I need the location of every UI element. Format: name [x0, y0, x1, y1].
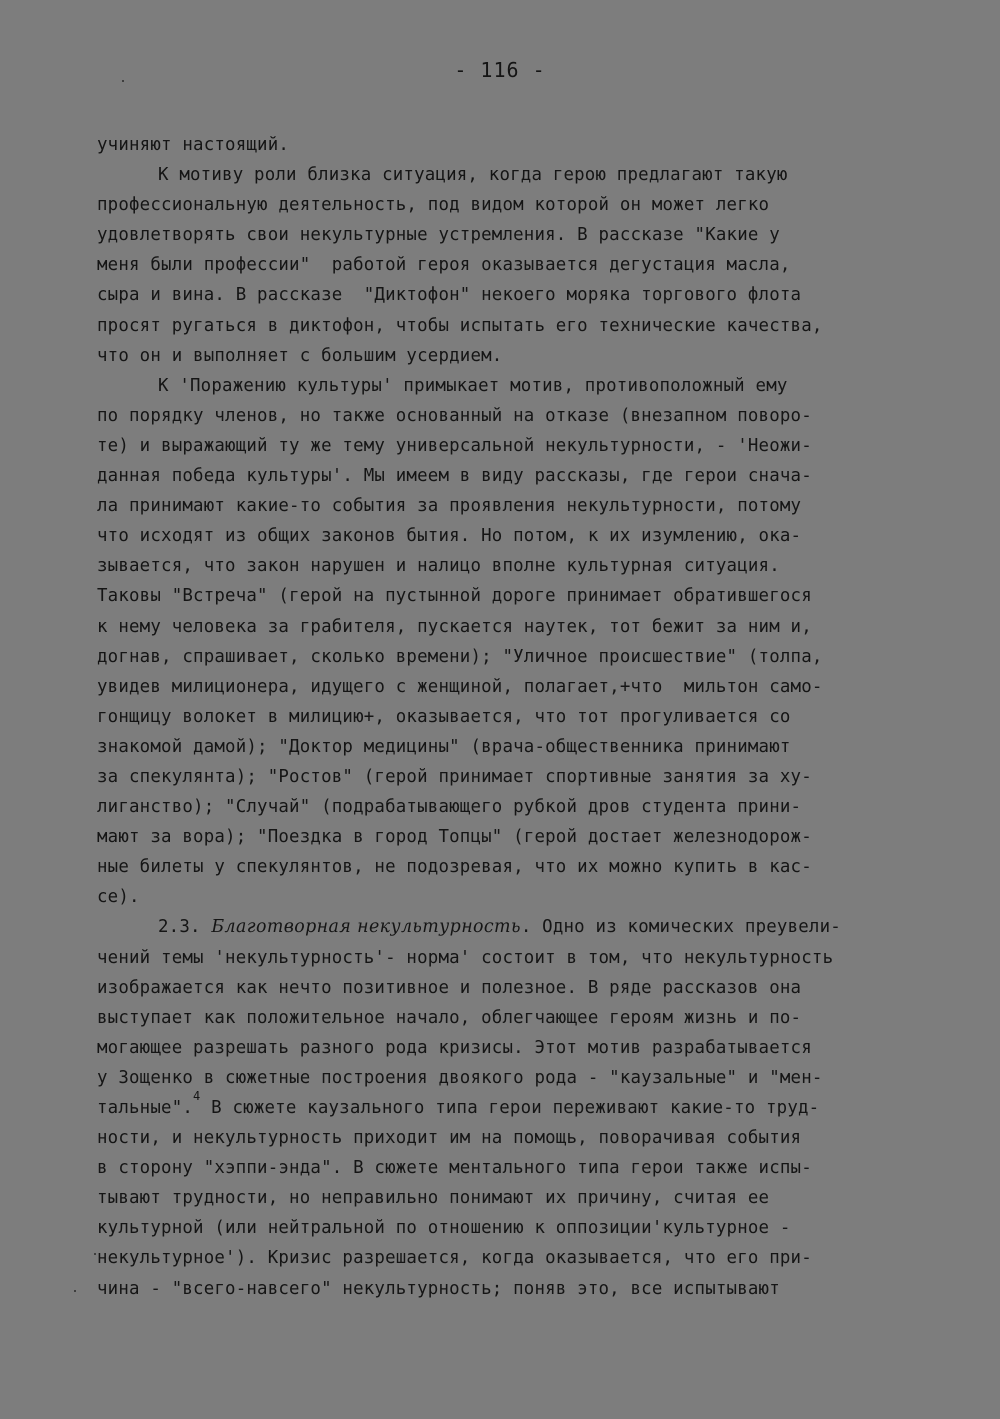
- text-line: что исходят из общих законов бытия. Но потом, к их изумлению, ока-: [97, 526, 802, 547]
- text-fragment: тальные".: [97, 1098, 194, 1118]
- text-line: гонщицу волокет в милицию+, оказывается, что тот прогуливается со: [97, 706, 791, 727]
- text-line: изображается как нечто позитивное и полезное. В ряде рассказов она: [97, 977, 802, 998]
- text-line: чений темы 'некультурность'- норма' состоит в том, что некультурность: [97, 947, 834, 968]
- text-line: к нему человека за грабителя, пускается наутек, тот бежит за ним и,: [97, 616, 812, 637]
- text-line: зывается, что закон нарушен и налицо вполне культурная ситуация.: [97, 556, 780, 577]
- text-line: К 'Поражению культуры' примыкает мотив, противоположный ему: [158, 375, 788, 396]
- text-line: тывают трудности, но неправильно понимают их причину, считая ее: [97, 1188, 770, 1209]
- text-line: за спекулянта); "Ростов" (герой принимает спортивные занятия за ху-: [97, 766, 812, 787]
- text-line: выступает как положительное начало, облегчающее героям жизнь и по-: [97, 1007, 802, 1028]
- text-line: К мотиву роли близка ситуация, когда герою предлагают такую: [158, 165, 788, 186]
- footnote-marker: 4: [193, 1089, 201, 1104]
- text-line: культурной (или нейтральной по отношению к оппозиции'культурное -: [97, 1218, 791, 1239]
- body-text: [97, 130, 927, 1334]
- text-line: Таковы "Встреча" (герой на пустынной дороге принимает обратившегося: [97, 586, 812, 607]
- text-line: увидев милиционера, идущего с женщиной, полагает,+что мильтон само-: [97, 676, 823, 697]
- section-number: 2.3.: [158, 917, 201, 938]
- text-line: [97, 1304, 927, 1334]
- text-line: в сторону "хэппи-энда". В сюжете ментального типа герои также испы-: [97, 1158, 812, 1179]
- text-fragment: . Одно из комических преувели-: [520, 917, 841, 938]
- text-line: лиганство); "Случай" (подрабатывающего рубкой дров студента прини-: [97, 797, 802, 818]
- text-line: по порядку членов, но также основанный на отказе (внезапном поворо-: [97, 405, 812, 426]
- text-line: данная победа культуры'. Мы имеем в виду рассказы, где герои снача-: [97, 466, 812, 487]
- text-line: ла принимают какие-то события за проявления некультурности, потому: [97, 496, 802, 517]
- scan-speck: [94, 1253, 96, 1255]
- text-line: знакомой дамой); "Доктор медицины" (врача-общественника принимают: [97, 736, 791, 757]
- section-heading-line: [97, 912, 927, 942]
- text-line: могающее разрешать разного рода кризисы. Этот мотив разрабатывается: [97, 1037, 812, 1058]
- text-line: се).: [97, 887, 140, 908]
- text-line: ные билеты у спекулянтов, не подозревая, что их можно купить в кас-: [97, 857, 812, 878]
- text-line: учиняют настоящий.: [97, 135, 290, 155]
- text-fragment: В сюжете каузального типа герои переживают какие-то труд-: [200, 1098, 820, 1118]
- text-line: меня были профессии" работой героя оказывается дегустация масла,: [97, 255, 791, 276]
- text-line: чина - "всего-навсего" некультурность; поняв это, все испытывают: [97, 1278, 780, 1299]
- page-number: - 116 -: [454, 58, 546, 82]
- text-line: догнав, спрашивает, сколько времени); "Уличное происшествие" (толпа,: [97, 646, 823, 667]
- text-line: те) и выражающий ту же тему универсальной некультурности, - 'Неожи-: [97, 435, 812, 456]
- text-line: профессиональную деятельность, под видом которой он может легко: [97, 195, 770, 216]
- section-title: Благотворная некультурность: [211, 917, 521, 938]
- text-line: ности, и некультурность приходит им на помощь, поворачивая события: [97, 1128, 802, 1149]
- scan-speck: [122, 80, 124, 82]
- text-line: у Зощенко в сюжетные построения двоякого рода - "каузальные" и "мен-: [97, 1067, 823, 1088]
- footnote-line: [97, 1089, 927, 1123]
- text-line: удовлетворять свои некультурные устремления. В рассказе "Какие у: [97, 225, 780, 246]
- text-line: мают за вора); "Поездка в город Топцы" (герой достает железнодорож-: [97, 827, 812, 848]
- text-line: некультурное'). Кризис разрешается, когда оказывается, что его при-: [97, 1248, 812, 1269]
- scan-speck: [74, 1290, 76, 1292]
- text-line: что он и выполняет с большим усердием.: [97, 345, 503, 366]
- text-line: просят ругаться в диктофон, чтобы испытать его технические качества,: [97, 315, 823, 336]
- text-line: сыра и вина. В рассказе "Диктофон" некоего моряка торгового флота: [97, 285, 802, 306]
